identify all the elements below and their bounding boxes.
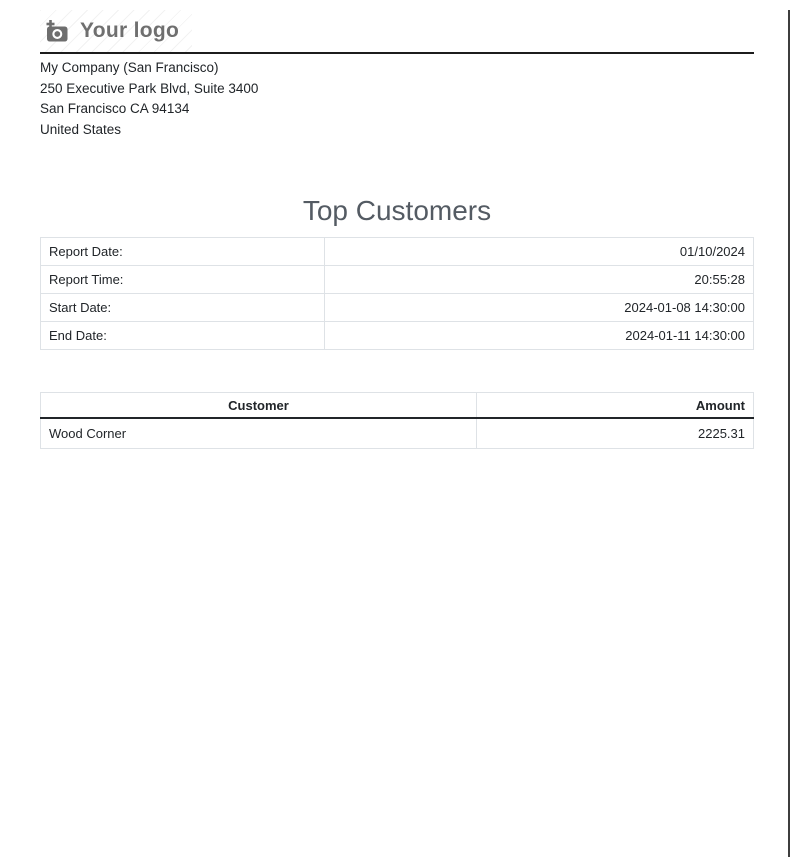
info-label: Report Time: — [41, 266, 325, 294]
amount-cell: 2225.31 — [477, 418, 754, 449]
info-value: 2024-01-08 14:30:00 — [325, 294, 754, 322]
table-row — [41, 418, 754, 449]
report-info-table — [40, 237, 754, 350]
table-header-row — [41, 393, 754, 419]
info-value: 2024-01-11 14:30:00 — [325, 322, 754, 350]
info-value: 01/10/2024 — [325, 238, 754, 266]
header-divider — [40, 52, 754, 54]
company-address-line: San Francisco CA 94134 — [40, 101, 190, 116]
info-label: End Date: — [41, 322, 325, 350]
table-row — [41, 266, 754, 294]
company-address-line: United States — [40, 121, 122, 137]
column-header-amount: Amount — [477, 393, 754, 419]
table-row — [41, 294, 754, 322]
company-logo-placeholder — [40, 10, 192, 52]
info-label: Report Date: — [41, 238, 325, 266]
customer-name-cell: Wood Corner — [41, 418, 477, 449]
top-customers-table — [40, 392, 754, 449]
report-title: Top Customers — [302, 195, 492, 226]
column-header-customer: Customer — [41, 393, 477, 419]
camera-plus-icon — [44, 20, 70, 43]
company-address — [40, 58, 754, 140]
info-label: Start Date: — [41, 294, 325, 322]
company-address-line: 250 Executive Park Blvd, Suite 3400 — [40, 80, 259, 96]
logo-placeholder-text: Your logo — [80, 19, 180, 42]
table-row — [41, 322, 754, 350]
company-name: My Company (San Francisco) — [40, 60, 219, 75]
report-page — [0, 10, 790, 857]
table-row — [41, 238, 754, 266]
info-value: 20:55:28 — [325, 266, 754, 294]
report-content — [40, 10, 754, 449]
